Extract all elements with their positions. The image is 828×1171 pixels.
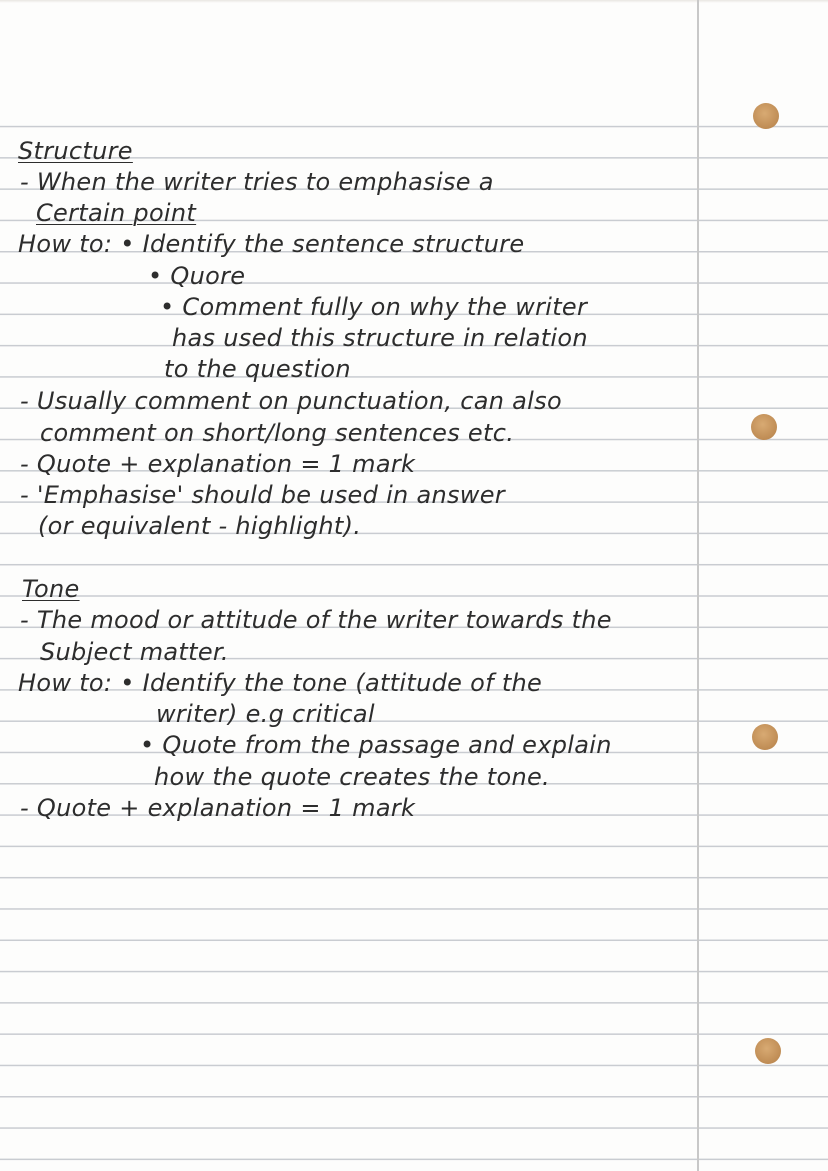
punch-hole-3 [752, 724, 778, 750]
margin-line [697, 0, 699, 1171]
punch-hole-1 [753, 103, 779, 129]
structure-line-2: Certain point [36, 199, 197, 227]
structure-heading: Structure [18, 137, 133, 165]
structure-line-9: comment on short/long sentences etc. [40, 419, 515, 447]
structure-line-12: (or equivalent - highlight). [38, 512, 362, 540]
structure-line-6: has used this structure in relation [172, 324, 588, 352]
structure-line-11: - 'Emphasise' should be used in answer [20, 481, 505, 509]
tone-line-1: - The mood or attitude of the writer towards the [20, 606, 612, 634]
structure-line-10: - Quote + explanation = 1 mark [20, 450, 416, 478]
tone-line-2: Subject matter. [40, 638, 229, 666]
punch-hole-4 [755, 1038, 781, 1064]
tone-line-4: writer) e.g critical [156, 700, 375, 728]
structure-line-7: to the question [164, 355, 351, 383]
structure-line-3: How to: • Identify the sentence structure [18, 230, 525, 258]
tone-heading: Tone [22, 575, 80, 603]
page-top-edge [0, 0, 828, 3]
punch-hole-2 [751, 414, 777, 440]
structure-line-5: • Comment fully on why the writer [160, 293, 588, 321]
tone-line-6: how the quote creates the tone. [154, 763, 550, 791]
structure-line-8: - Usually comment on punctuation, can also [20, 387, 562, 415]
tone-line-7: - Quote + explanation = 1 mark [20, 794, 416, 822]
tone-line-3: How to: • Identify the tone (attitude of the [18, 669, 543, 697]
tone-line-5: • Quote from the passage and explain [140, 731, 612, 759]
structure-line-1: - When the writer tries to emphasise a [20, 168, 494, 196]
structure-line-4: • Quore [148, 262, 246, 290]
